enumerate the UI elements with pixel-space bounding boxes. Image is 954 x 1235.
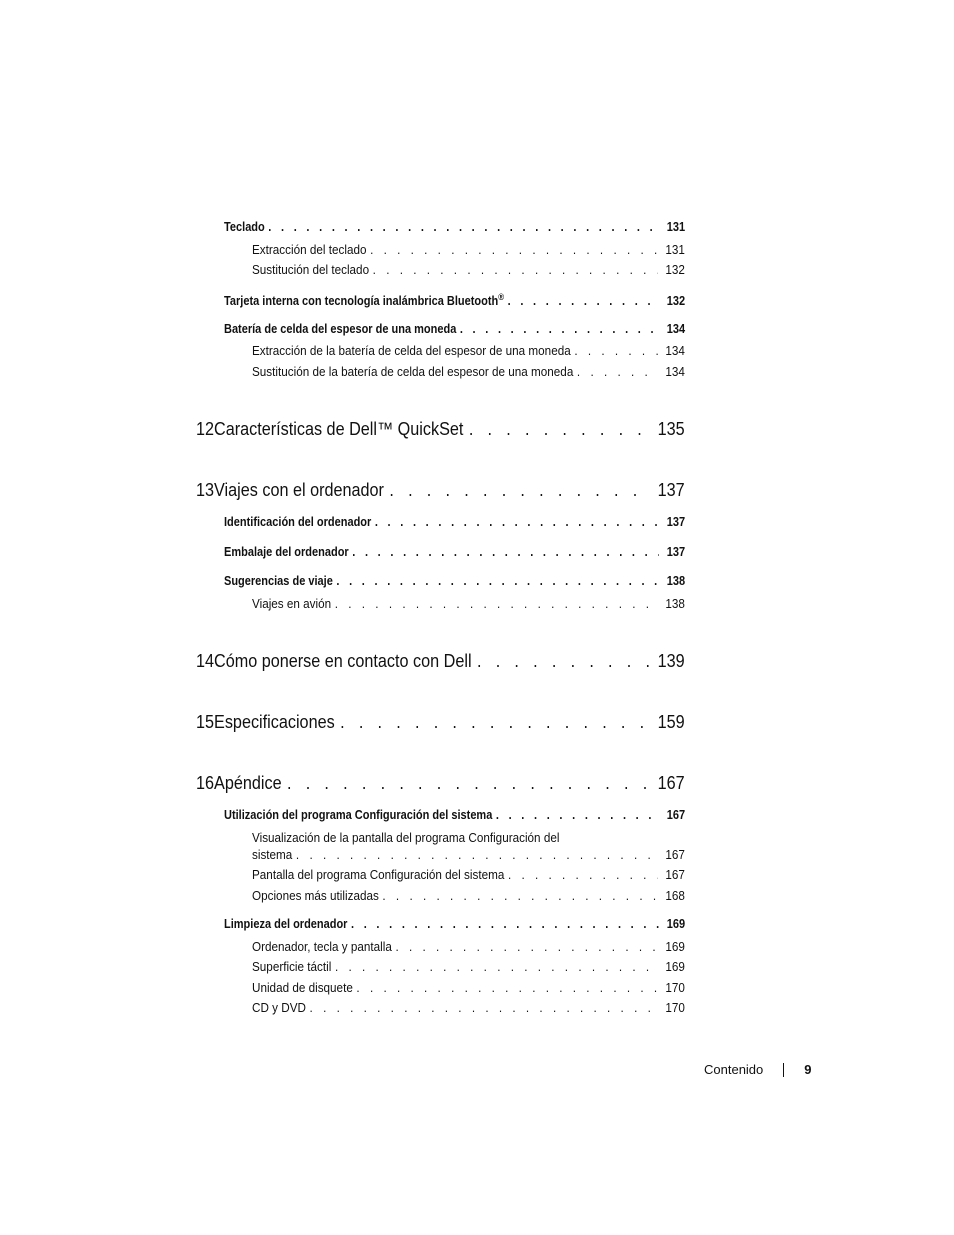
toc-sub-entry[interactable] — [252, 867, 685, 882]
chapter-page: 159 — [657, 712, 685, 732]
entry-title: Extracción del teclado — [252, 242, 367, 257]
dot-leader — [370, 242, 658, 257]
entry-title: Teclado — [224, 220, 265, 234]
toc-chapter-entry[interactable] — [196, 773, 685, 794]
dot-leader — [382, 888, 657, 903]
registered-mark: ® — [498, 292, 505, 302]
chapter-title: Características de Dell™ QuickSet — [214, 419, 464, 439]
entry-page: 169 — [665, 939, 685, 954]
entry-title: Sugerencias de viaje — [224, 574, 333, 588]
dot-leader — [389, 480, 652, 501]
toc-sub-entry[interactable] — [252, 596, 685, 611]
dot-leader — [268, 220, 658, 234]
toc-sub-entry[interactable] — [252, 959, 685, 974]
dot-leader — [469, 419, 652, 440]
chapter-page: 135 — [657, 419, 685, 439]
toc-sub-entry[interactable] — [252, 939, 685, 954]
dot-leader — [287, 773, 652, 794]
dot-leader — [508, 867, 658, 882]
dot-leader — [477, 651, 652, 672]
footer-label: Contenido — [704, 1062, 764, 1077]
chapter-title: Apéndice — [214, 773, 282, 793]
entry-page: 167 — [666, 808, 686, 822]
dot-leader — [351, 917, 659, 931]
entry-title: Limpieza del ordenador — [224, 917, 348, 931]
chapter-number: 14 — [196, 651, 215, 671]
entry-title: Sustitución del teclado — [252, 262, 370, 277]
entry-title: Pantalla del programa Configuración del sistema — [252, 867, 505, 882]
entry-title: Identificación del ordenador — [224, 515, 372, 529]
dot-leader — [335, 959, 658, 974]
entry-page: 138 — [666, 574, 686, 588]
entry-page: 134 — [665, 343, 685, 358]
toc-section-entry[interactable] — [224, 574, 685, 588]
entry-page: 168 — [665, 888, 685, 903]
entry-title-continuation: sistema — [252, 847, 293, 862]
entry-title: Sustitución de la batería de celda del espesor de una moneda — [252, 364, 574, 379]
chapter-title: Especificaciones — [214, 712, 335, 732]
toc-chapter-entry[interactable] — [196, 712, 685, 733]
dot-leader — [577, 364, 658, 379]
toc-section-entry[interactable] — [224, 808, 685, 822]
chapter-number: 16 — [196, 773, 215, 793]
chapter-number: 13 — [196, 480, 215, 500]
chapter-number: 12 — [196, 419, 215, 439]
chapter-title: Cómo ponerse en contacto con Dell — [214, 651, 472, 671]
dot-leader — [375, 515, 659, 529]
footer-divider — [783, 1063, 784, 1077]
entry-page: 134 — [666, 322, 686, 336]
entry-page: 170 — [665, 980, 685, 995]
toc-sub-entry-first-line[interactable]: Visualización de la pantalla del programa Configuración del — [252, 830, 560, 845]
entry-title: Embalaje del ordenador — [224, 545, 349, 559]
entry-page: 170 — [665, 1000, 685, 1015]
dot-leader — [336, 574, 658, 588]
toc-sub-entry[interactable] — [252, 847, 685, 862]
chapter-page: 139 — [657, 651, 685, 671]
dot-leader — [496, 808, 659, 822]
toc-sub-entry[interactable] — [252, 888, 685, 903]
toc-chapter-entry[interactable] — [196, 419, 685, 440]
entry-title: Viajes en avión — [252, 596, 332, 611]
dot-leader — [335, 596, 658, 611]
dot-leader — [356, 980, 657, 995]
entry-title-text: Tarjeta interna con tecnología inalámbrica Bluetooth — [224, 294, 499, 309]
dot-leader — [352, 545, 658, 559]
entry-page: 137 — [666, 545, 686, 559]
dot-leader — [460, 322, 659, 336]
entry-title — [224, 292, 504, 308]
page-footer — [704, 1062, 812, 1077]
toc-section-entry[interactable] — [224, 292, 685, 308]
entry-title: Superficie táctil — [252, 959, 332, 974]
chapter-title: Viajes con el ordenador — [214, 480, 384, 500]
entry-page: 137 — [666, 515, 686, 529]
toc-sub-entry[interactable] — [252, 262, 685, 277]
entry-page: 134 — [665, 364, 685, 379]
entry-title: CD y DVD — [252, 1000, 306, 1015]
dot-leader — [574, 343, 658, 358]
page-number: 9 — [804, 1062, 812, 1077]
toc-sub-entry[interactable] — [252, 242, 685, 257]
entry-title: Utilización del programa Configuración del sistema — [224, 808, 493, 822]
entry-page: 132 — [666, 294, 686, 309]
entry-title: Batería de celda del espesor de una moneda — [224, 322, 457, 336]
entry-title: Unidad de disquete — [252, 980, 353, 995]
toc-section-entry[interactable] — [224, 545, 685, 559]
entry-title: Ordenador, tecla y pantalla — [252, 939, 392, 954]
toc-section-entry[interactable] — [224, 322, 685, 336]
chapter-number: 15 — [196, 712, 215, 732]
entry-title: Extracción de la batería de celda del espesor de una moneda — [252, 343, 571, 358]
entry-page: 131 — [666, 220, 686, 234]
toc-sub-entry[interactable] — [252, 1000, 685, 1015]
dot-leader — [373, 262, 658, 277]
chapter-page: 137 — [657, 480, 685, 500]
entry-page: 131 — [665, 242, 685, 257]
toc-sub-entry[interactable] — [252, 343, 685, 358]
toc-section-entry[interactable] — [224, 220, 685, 234]
toc-section-entry[interactable] — [224, 917, 685, 931]
toc-section-entry[interactable] — [224, 515, 685, 529]
entry-page: 138 — [665, 596, 685, 611]
toc-sub-entry[interactable] — [252, 980, 685, 995]
toc-sub-entry[interactable] — [252, 364, 685, 379]
entry-page: 169 — [666, 917, 686, 931]
dot-leader — [340, 712, 652, 733]
entry-page: 132 — [665, 262, 685, 277]
entry-title: Opciones más utilizadas — [252, 888, 379, 903]
dot-leader — [508, 294, 659, 308]
entry-page: 167 — [665, 847, 685, 862]
toc-chapter-entry[interactable] — [196, 480, 685, 501]
entry-page: 169 — [665, 959, 685, 974]
toc-chapter-entry[interactable] — [196, 651, 685, 672]
dot-leader — [296, 847, 658, 862]
dot-leader — [310, 1000, 658, 1015]
dot-leader — [395, 939, 657, 954]
chapter-page: 167 — [657, 773, 685, 793]
entry-page: 167 — [665, 867, 685, 882]
